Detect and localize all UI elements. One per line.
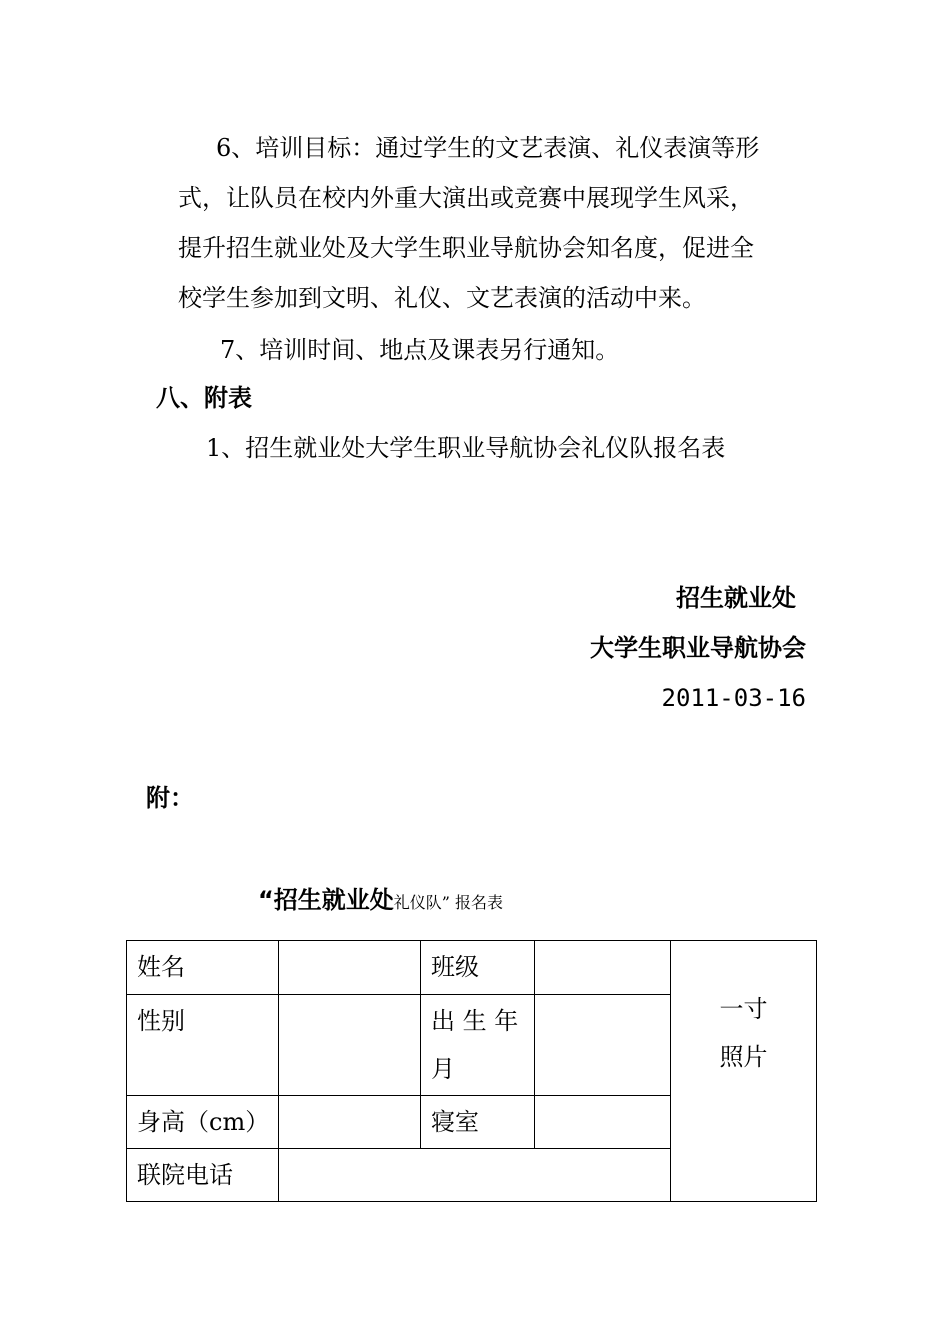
form-title-sub: 礼仪队” 报名表 bbox=[393, 893, 504, 912]
birth-label-line1: 出 生 年 bbox=[431, 1007, 519, 1035]
para7: 7、培训时间、地点及课表另行通知。 bbox=[220, 336, 620, 364]
gender-field[interactable] bbox=[279, 995, 421, 1096]
section8-heading: 八、附表 bbox=[156, 384, 252, 412]
phone-field[interactable] bbox=[279, 1149, 671, 1202]
gender-label: 性别 bbox=[127, 995, 279, 1096]
phone-label: 联院电话 bbox=[127, 1149, 279, 1202]
para6-line2: 式，让队员在校内外重大演出或竞赛中展现学生风采， bbox=[178, 184, 754, 212]
para6-line4: 校学生参加到文明、礼仪、文艺表演的活动中来。 bbox=[178, 284, 706, 312]
attachment-1: 1、招生就业处大学生职业导航协会礼仪队报名表 bbox=[206, 434, 726, 462]
name-field[interactable] bbox=[279, 941, 421, 995]
photo-cell bbox=[671, 941, 817, 1202]
name-label: 姓名 bbox=[127, 941, 279, 995]
form-title-main: “招生就业处 bbox=[258, 886, 394, 914]
birth-label bbox=[421, 995, 535, 1096]
height-field[interactable] bbox=[279, 1096, 421, 1149]
photo-label-line1: 一寸 bbox=[719, 995, 768, 1023]
photo-label-line2: 照片 bbox=[719, 1043, 768, 1071]
signature-org2: 大学生职业导航协会 bbox=[590, 634, 806, 662]
form-title bbox=[258, 880, 503, 915]
class-field[interactable] bbox=[535, 941, 671, 995]
height-label: 身高（cm） bbox=[127, 1096, 279, 1149]
para6-line3: 提升招生就业处及大学生职业导航协会知名度，促进全 bbox=[178, 234, 754, 262]
dorm-field[interactable] bbox=[535, 1096, 671, 1149]
registration-form-table bbox=[126, 940, 817, 1202]
birth-field[interactable] bbox=[535, 995, 671, 1096]
appendix-label: 附： bbox=[146, 784, 194, 812]
para6-line1: 6、培训目标：通过学生的文艺表演、礼仪表演等形 bbox=[216, 134, 760, 162]
class-label: 班级 bbox=[421, 941, 535, 995]
dorm-label: 寝室 bbox=[421, 1096, 535, 1149]
signature-date: 2011-03-16 bbox=[661, 684, 806, 712]
birth-label-line2: 月 bbox=[431, 1055, 455, 1083]
signature-org1: 招生就业处 bbox=[676, 584, 796, 612]
